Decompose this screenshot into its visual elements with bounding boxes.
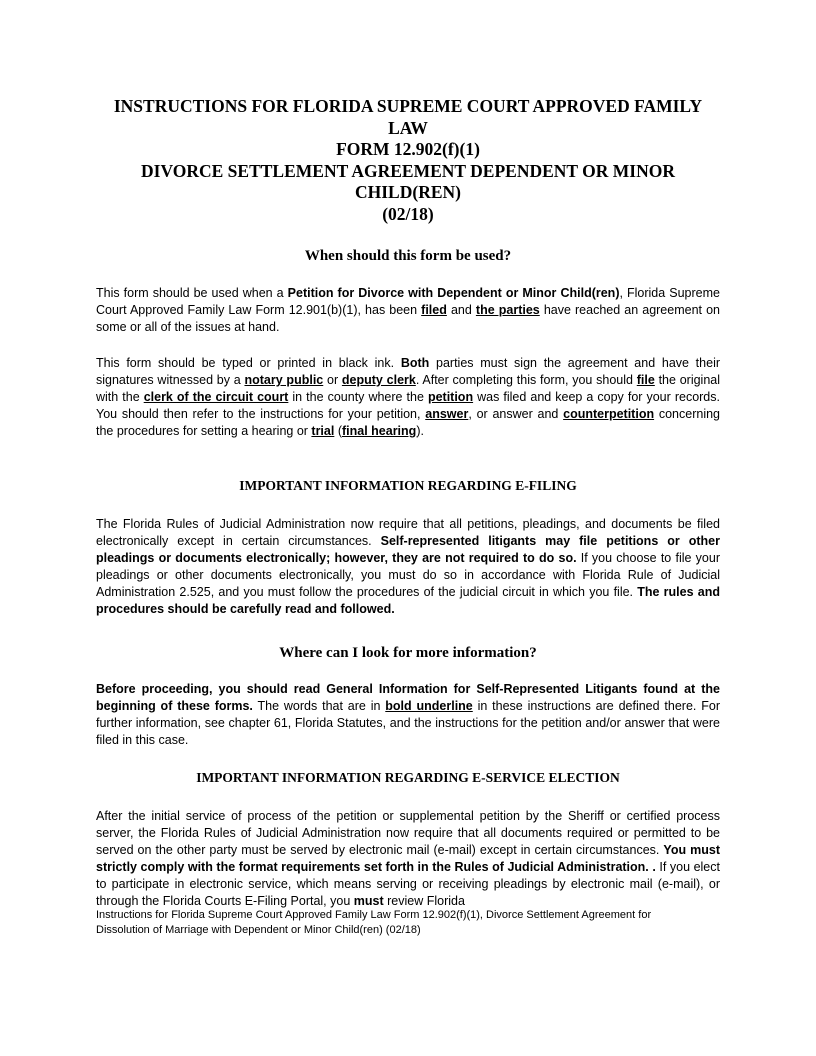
e-filing-emphasis: Self-represented litigants may file petitions or other pleadings or documents electronically; however, they are not required to do so. [96,534,720,565]
title-line-3: DIVORCE SETTLEMENT AGREEMENT DEPENDENT OR MINOR CHILD(REN) [141,160,675,202]
title-line-4: (02/18) [382,203,434,224]
e-filing-rules-note: The rules and procedures should be carefully read and followed. [96,585,720,616]
heading-when-used: When should this form be used? [304,248,512,264]
more-info-emphasis: Before proceeding, you should read General Information for Self-Represented Litigants found at the beginning of these forms. [96,682,720,713]
title-line-2: FORM 12.902(f)(1) [336,139,480,159]
paragraph-when-used-2: This form should be typed or printed in black ink. Both parties must sign the agreement and have their signatures witnessed by a notary public or deputy clerk. After completing this form, you should file the original with the clerk of the circuit court in the county where the petition was filed and keep a copy for your records. You should then refer to the instructions for your petition, answer, or answer and counterpetition concerning the procedures for setting a hearing or trial (final hearing). [96,356,721,438]
footer-line-1: Instructions for Florida Supreme Court Approved Family Law Form 12.902(f)(1), Divorce Settlement Agreement for [96,909,652,921]
term-file: file [636,373,655,387]
term-final-hearing: final hearing [341,424,417,438]
document-page [96,96,720,910]
title-line-1: INSTRUCTIONS FOR FLORIDA SUPREME COURT APPROVED FAMILY LAW [113,96,703,138]
term-counterpetition: counterpetition [563,407,655,421]
term-bold-underline: bold underline [385,699,473,713]
footer-line-2: Dissolution of Marriage with Dependent or Minor Child(ren) (02/18) [96,924,421,936]
e-service-emphasis: You must strictly comply with the format requirements set forth in the Rules of Judicial Administration. . [96,843,720,874]
page-footer [96,908,720,938]
paragraph-e-service: After the initial service of process of the petition or supplemental petition by the Sheriff or certified process server, the Florida Rules of Judicial Administration now require that all documents required or permitted to be served on the other party must be served by electronic mail (e-mail) except in certain circumstances. You must strictly comply with the format requirements set forth in the Rules of Judicial Administration. . If you elect to participate in electronic service, which means serving or receiving pleadings by electronic mail (e-mail), or through the Florida Courts E-Filing Portal, you must review Florida [96,809,720,908]
heading-e-service: IMPORTANT INFORMATION REGARDING E-SERVICE ELECTION [196,770,620,785]
term-answer: answer [425,407,469,421]
paragraph-when-used-1: This form should be used when a Petition for Divorce with Dependent or Minor Child(ren), Florida Supreme Court Approved Family Law Form 12.901(b)(1), has been filed and the parties have reached an agreement on some or all of the issues at hand. [96,286,720,334]
paragraph-more-information: Before proceeding, you should read General Information for Self-Represented Litigants found at the beginning of these forms. The words that are in bold underline in these instructions are defined there. For further information, see chapter 61, Florida Statutes, and the instructions for the petition and/or answer that were filed in this case. [96,682,720,747]
term-clerk-of-circuit-court: clerk of the circuit court [143,390,289,404]
paragraph-e-filing: The Florida Rules of Judicial Administration now require that all petitions, pleadings, and documents be filed electronically except in certain circumstances. Self-represented litigants may file petitions or other pleadings or documents electronically; however, they are not required to do so. If you choose to file your pleadings or other documents electronically, you must do so in accordance with Florida Rule of Judicial Administration 2.525, and you must follow the procedures of the judicial circuit in which you file. The rules and procedures should be carefully read and followed. [96,517,720,616]
term-filed: filed [421,303,447,317]
term-both: Both [400,356,430,370]
term-notary-public: notary public [244,373,324,387]
heading-more-information: Where can I look for more information? [279,645,537,661]
term-petition-for-divorce: Petition for Divorce with Dependent or Minor Child(ren) [287,286,620,300]
term-deputy-clerk: deputy clerk [341,373,416,387]
term-trial: trial [311,424,335,438]
term-the-parties: the parties [475,303,540,317]
document-title [96,96,720,225]
term-must: must [353,894,384,908]
term-petition: petition [427,390,474,404]
heading-e-filing: IMPORTANT INFORMATION REGARDING E-FILING [239,478,577,493]
